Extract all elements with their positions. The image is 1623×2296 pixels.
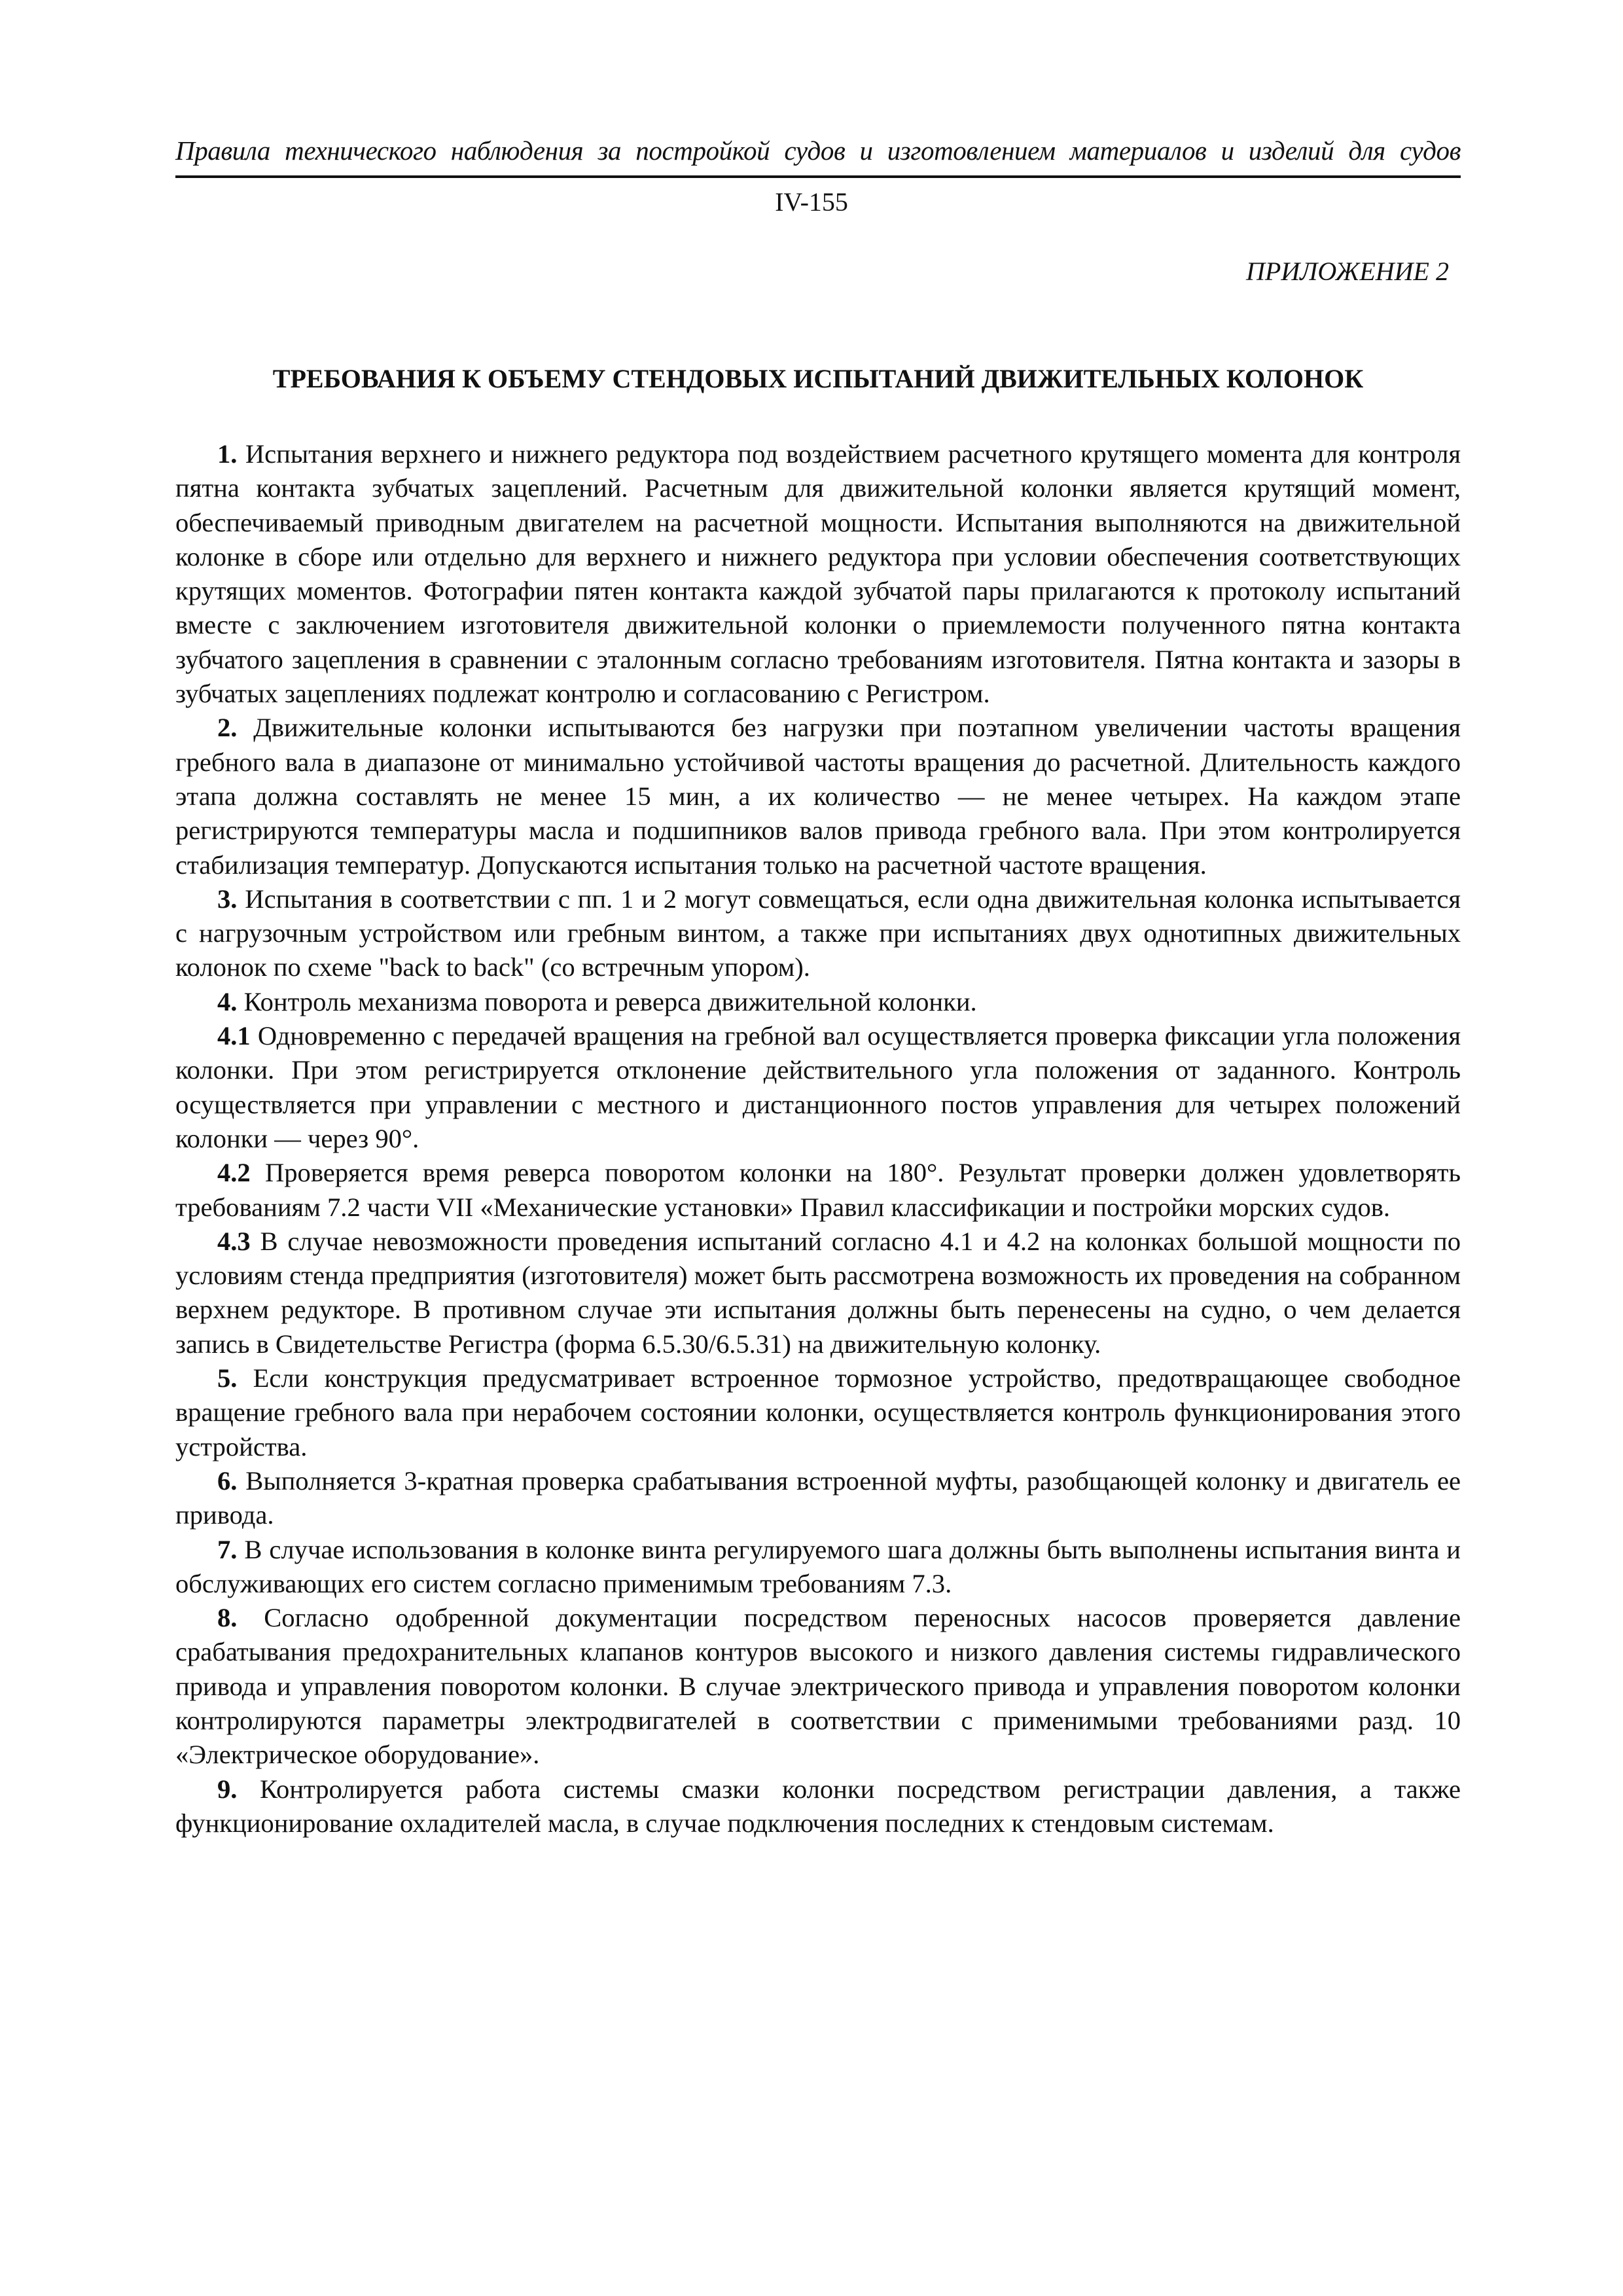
paragraph-number: 4. — [217, 986, 238, 1016]
paragraph-4 — [175, 985, 1461, 1019]
paragraph-text: Контролируется работа системы смазки колонки посредством регистрации давления, а также функционирование охладителей масла, в случае подключения последних к стендовым системам. — [175, 1774, 1461, 1838]
running-header: Правила технического наблюдения за постройкой судов и изготовлением материалов и изделий для судов — [175, 135, 1461, 166]
appendix-label: ПРИЛОЖЕНИЕ 2 — [1246, 257, 1449, 286]
paragraph-number: 5. — [217, 1363, 238, 1393]
paragraph-text: Испытания верхнего и нижнего редуктора под воздействием расчетного крутящего момента для контроля пятна контакта зубчатых зацеплений. Расчетным для движительной колонки является крутящий момент, обеспечиваемый приводным двигателем на расчетной мощности. Испытания выполняются на движительной колонке в сборе или отдельно для верхнего и нижнего редуктора при условии обеспечения соответствующих крутящих моментов. Фотографии пятен контакта каждой зубчатой пары прилагаются к протоколу испытаний вместе с заключением изготовителя движительной колонки о приемлемости полученного пятна контакта зубчатого зацепления в сравнении с эталонным согласно требованиям изготовителя. Пятна контакта и зазоры в зубчатых зацеплениях подлежат контролю и согласованию с Регистром. — [175, 439, 1461, 709]
paragraph-4-3 — [175, 1225, 1461, 1361]
document-title: ТРЕБОВАНИЯ К ОБЪЕМУ СТЕНДОВЫХ ИСПЫТАНИЙ ДВИЖИТЕЛЬНЫХ КОЛОНОК — [272, 364, 1364, 393]
paragraph-9 — [175, 1772, 1461, 1841]
paragraph-7 — [175, 1533, 1461, 1602]
paragraph-text: Если конструкция предусматривает встроенное тормозное устройство, предотвращающее свободное вращение гребного вала при нерабочем состоянии колонки, осуществляется контроль функционирования этого устройства. — [175, 1363, 1461, 1462]
paragraph-text: Одновременно с передачей вращения на гребной вал осуществляется проверка фиксации угла положения колонки. При этом регистрируется отклонение действительного угла положения от заданного. Контроль осуществляется при управлении с местного и дистанционного постов управления для четырех положений колонки — через 90°. — [175, 1021, 1461, 1153]
paragraph-text: Проверяется время реверса поворотом колонки на 180°. Результат проверки должен удовлетворять требованиям 7.2 части VII «Механические установки» Правил классификации и постройки морских судов. — [175, 1158, 1461, 1222]
paragraph-2 — [175, 711, 1461, 882]
paragraph-1 — [175, 437, 1461, 711]
paragraph-8 — [175, 1601, 1461, 1772]
paragraph-text: В случае использования в колонке винта регулируемого шага должны быть выполнены испытания винта и обслуживающих его систем согласно применимым требованиям 7.3. — [175, 1534, 1461, 1598]
paragraph-4-2 — [175, 1156, 1461, 1225]
paragraph-text: Контроль механизма поворота и реверса движительной колонки. — [237, 986, 977, 1016]
paragraph-5 — [175, 1361, 1461, 1464]
paragraph-3 — [175, 882, 1461, 985]
paragraph-number: 4.1 — [217, 1021, 251, 1051]
paragraph-number: 9. — [217, 1774, 238, 1804]
paragraph-number: 1. — [217, 439, 238, 469]
document-body — [175, 437, 1461, 1840]
paragraph-6 — [175, 1464, 1461, 1533]
paragraph-number: 8. — [217, 1603, 238, 1633]
paragraph-number: 3. — [217, 884, 238, 914]
paragraph-text: Испытания в соответствии с пп. 1 и 2 могут совмещаться, если одна движительная колонка испытывается с нагрузочным устройством или гребным винтом, а также при испытаниях двух однотипных движительных колонок по схеме "back to back" (со встречным упором). — [175, 884, 1461, 982]
paragraph-number: 4.3 — [217, 1226, 251, 1256]
page-number: IV-155 — [775, 187, 848, 217]
paragraph-number: 4.2 — [217, 1158, 251, 1188]
paragraph-text: Согласно одобренной документации посредством переносных насосов проверяется давление срабатывания предохранительных клапанов контуров высокого и низкого давления системы гидравлического привода и управления поворотом колонки. В случае электрического привода и управления поворотом колонки контролируются параметры электродвигателей в соответствии с применимыми требованиями разд. 10 «Электрическое оборудование». — [175, 1603, 1461, 1770]
paragraph-text: Выполняется 3-кратная проверка срабатывания встроенной муфты, разобщающей колонку и двигатель ее привода. — [175, 1465, 1461, 1530]
paragraph-number: 7. — [217, 1534, 238, 1564]
paragraph-4-1 — [175, 1019, 1461, 1156]
paragraph-text: Движительные колонки испытываются без нагрузки при поэтапном увеличении частоты вращения гребного вала в диапазоне от минимально устойчивой частоты вращения до расчетной. Длительность каждого этапа должна составлять не менее 15 мин, а их количество — не менее четырех. На каждом этапе регистрируются температуры масла и подшипников валов привода гребного вала. При этом контролируется стабилизация температур. Допускаются испытания только на расчетной частоте вращения. — [175, 713, 1461, 880]
paragraph-number: 6. — [217, 1465, 238, 1496]
header-rule — [175, 175, 1461, 178]
paragraph-number: 2. — [217, 713, 238, 743]
paragraph-text: В случае невозможности проведения испытаний согласно 4.1 и 4.2 на колонках большой мощности по условиям стенда предприятия (изготовителя) может быть рассмотрена возможность их проведения на собранном верхнем редукторе. В противном случае эти испытания должны быть перенесены на судно, о чем делается запись в Свидетельстве Регистра (форма 6.5.30/6.5.31) на движительную колонку. — [175, 1226, 1461, 1359]
